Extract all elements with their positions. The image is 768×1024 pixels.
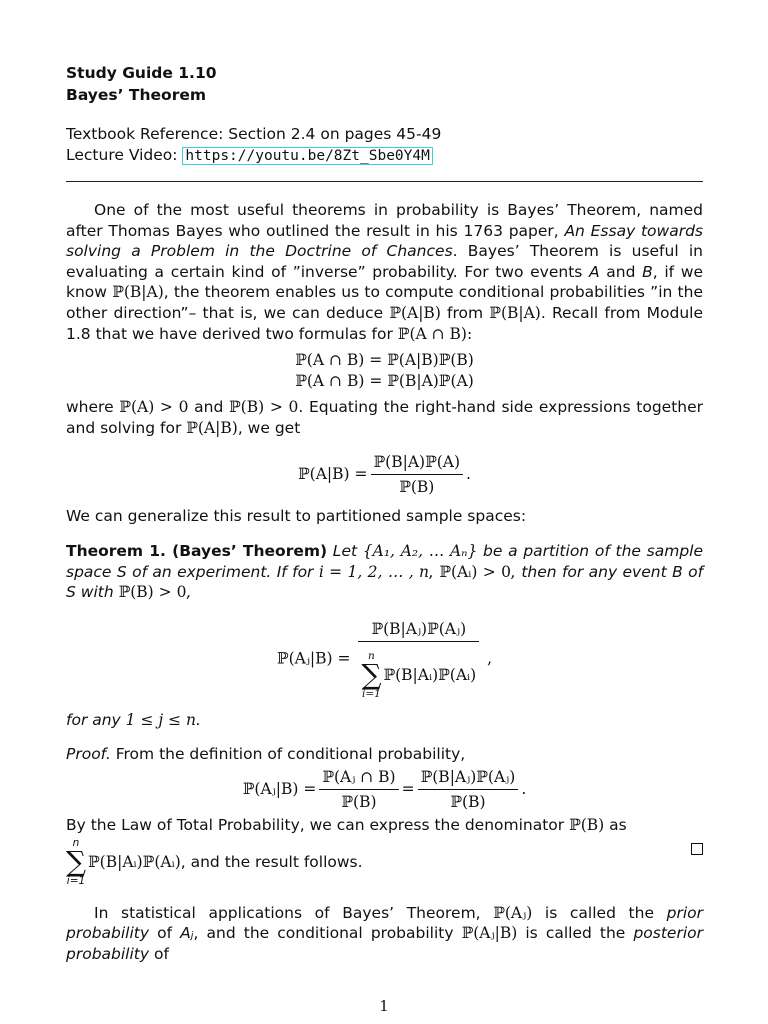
summation-icon: n ∑ i=1 [66, 836, 86, 887]
lecture-video-label: Lecture Video: [66, 146, 178, 164]
textbook-reference: Textbook Reference: Section 2.4 on pages 45-49 [66, 125, 442, 143]
proof-sum-line: n ∑ i=1 ℙ(B|Aᵢ)ℙ(Aᵢ) , and the result follows. [66, 838, 703, 887]
proof-intro: Proof. From the definition of conditional probability, [66, 745, 466, 764]
document-subtitle: Bayes’ Theorem [66, 86, 206, 104]
closing-paragraph: In statistical applications of Bayes’ Theorem, ℙ(Aⱼ) is called the prior probability of Aⱼ, and the conditional probability ℙ(Aⱼ|B) is called the posterior probability of [66, 903, 703, 963]
equating-paragraph: where ℙ(A) > 0 and ℙ(B) > 0. Equating the right-hand side expressions together and solving for ℙ(A|B), we get [66, 398, 704, 437]
theorem-title: Theorem 1. (Bayes’ Theorem) [66, 541, 328, 560]
total-probability-line: By the Law of Total Probability, we can express the denominator ℙ(B) as [66, 815, 627, 834]
lecture-video-line [66, 145, 703, 167]
theorem-statement: Theorem 1. (Bayes’ Theorem) Let {A₁, A₂, … Aₙ} be a partition of the sample space S of an experiment. If for i = 1, 2, … , n, ℙ(Aᵢ) > 0, then for any event B of S with ℙ(B) > 0, [66, 541, 704, 602]
document-title: Study Guide 1.10 [66, 64, 217, 82]
equation-intersection-1: ℙ(A ∩ B) = ℙ(A|B)ℙ(B) [295, 351, 474, 370]
equation-bayes-simple: ℙ(A|B) = $\frac{\text{ℙ(B|A)ℙ(A)}}{\text{ℙ(B)}}$ . [298, 453, 471, 497]
equation-bayes-theorem: ℙ(Aⱼ|B) = ℙ(B|Aⱼ)ℙ(Aⱼ) n ∑ i=1 ℙ(B|Aᵢ)ℙ(Aᵢ) , [276, 619, 493, 701]
book-title: An Essay towards solving a Problem in the Doctrine of Chances [66, 221, 703, 261]
proof-label: Proof. [66, 745, 111, 764]
page-number: 1 [379, 997, 389, 1015]
document-page [66, 62, 703, 964]
equation-intersection-2: ℙ(A ∩ B) = ℙ(B|A)ℙ(A) [295, 372, 474, 391]
generalize-paragraph: We can generalize this result to partitioned sample spaces: [66, 507, 527, 526]
equation-conditional-definition: ℙ(Aⱼ|B) = $\frac{\text{ℙ(Aⱼ ∩ B)}}{\text{ℙ(B)}}$ = $\frac{\text{ℙ(B|Aⱼ)ℙ(Aⱼ)}}{\text{ℙ(B)}}$ . [242, 767, 527, 811]
summation-icon: n ∑ i=1 [361, 649, 382, 701]
qed-box-icon [691, 843, 703, 855]
lecture-video-link[interactable]: https://youtu.be/8Zt_Sbe0Y4M [182, 147, 432, 165]
theorem-range: for any 1 ≤ j ≤ n. [66, 710, 201, 729]
intro-paragraph: One of the most useful theorems in probability is Bayes’ Theorem, named after Thomas Bayes who outlined the result in his 1763 paper, An Essay towards solving a Problem in the Doctrine of Chances. Bayes’ Theorem is useful in evaluating a certain kind of ”inverse” probability. For two events A and B, if we know ℙ(B|A), the theorem enables us to compute conditional probabilities ”in the other direction”– that is, we can deduce ℙ(A|B) from ℙ(B|A). Recall from Module 1.8 that we have derived two formulas for ℙ(A ∩ B): [66, 201, 704, 343]
